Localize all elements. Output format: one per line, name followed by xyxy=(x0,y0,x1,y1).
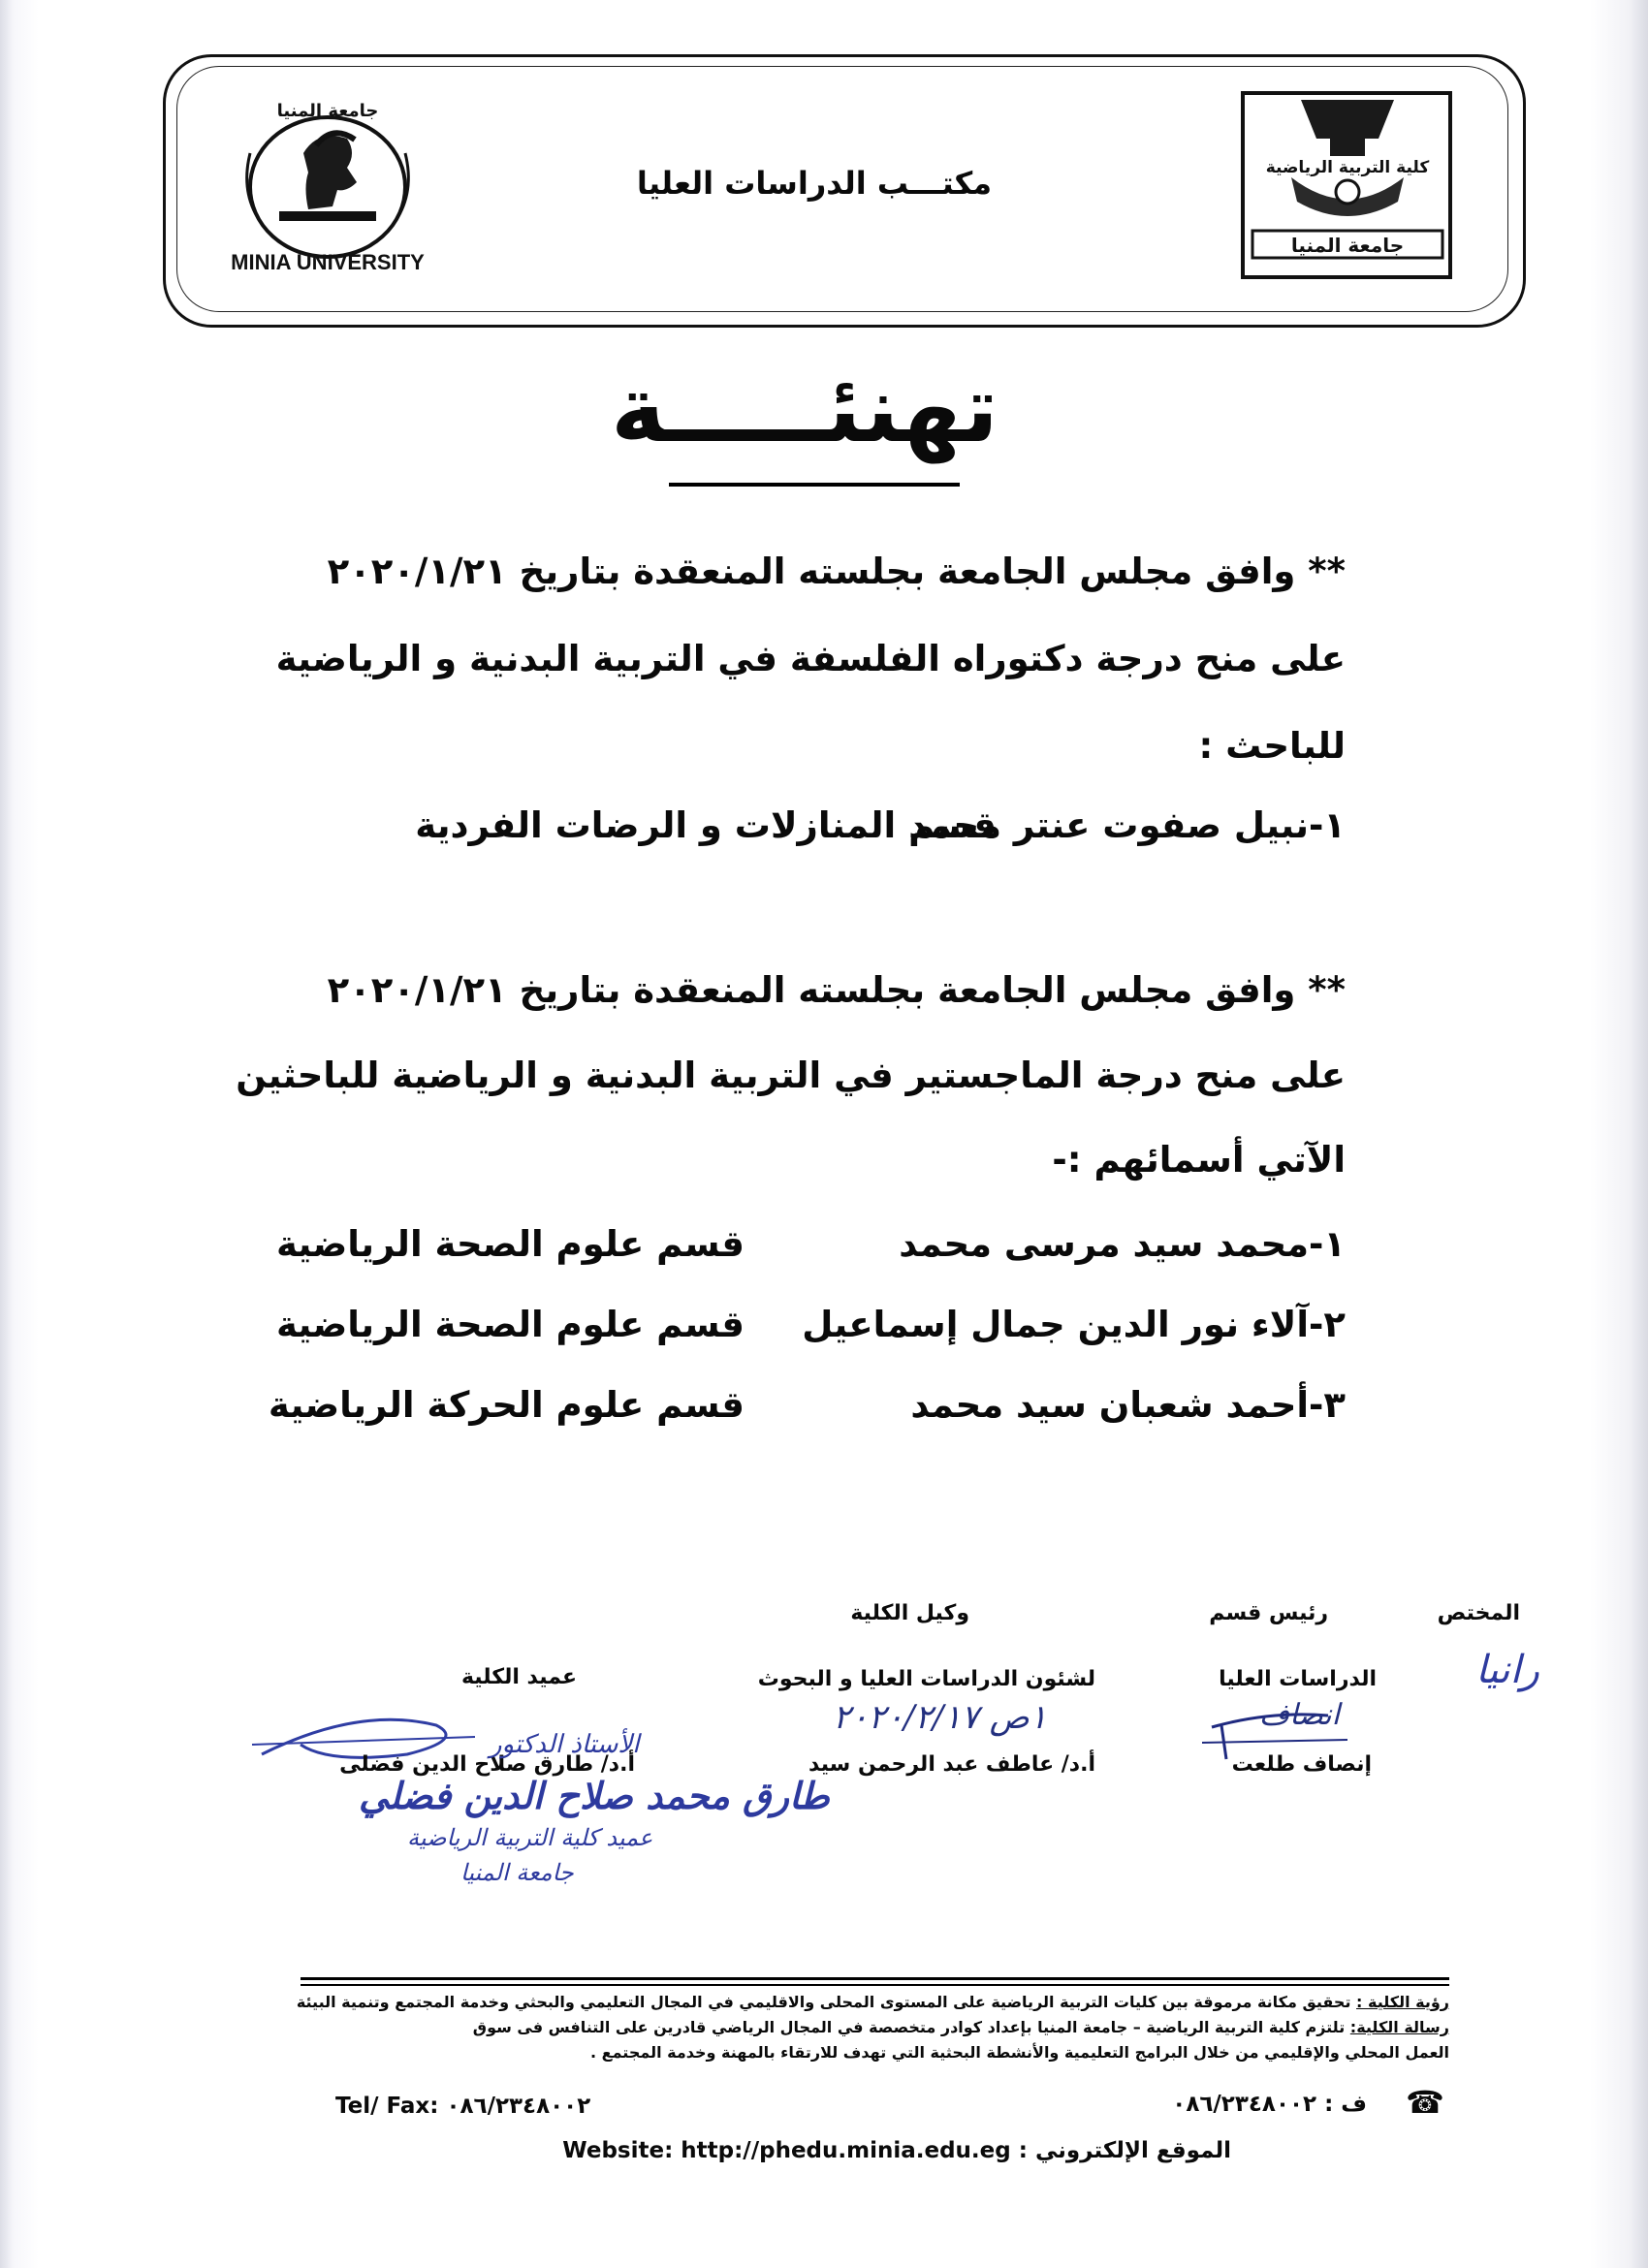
dean-stamp-line-2: طارق محمد صلاح الدين فضلي xyxy=(359,1774,830,1817)
researcher-department: قسم علوم الحركة الرياضية xyxy=(268,1384,745,1426)
masters-researcher-row xyxy=(275,1304,1346,1352)
masters-researchers-label: الآتي أسمائهم :- xyxy=(1052,1139,1346,1181)
dean-stamp-line-4: جامعة المنيا xyxy=(460,1859,574,1886)
phone-icon: ☎ xyxy=(1406,2084,1444,2121)
page-title: تهنئـــــة xyxy=(610,355,999,463)
faculty-logo xyxy=(1233,85,1462,289)
footer-rule-thin xyxy=(301,1984,1449,1986)
dean-title: عميد الكلية xyxy=(460,1665,577,1689)
dean-name: أ.د/ طارق صلاح الدين فضلى xyxy=(339,1752,635,1777)
website: Website: http://phedu.minia.edu.eg : الموقع الإلكتروني xyxy=(562,2138,1231,2163)
masters-researcher-row xyxy=(275,1223,1346,1272)
vision-label: رؤية الكلية : xyxy=(1356,1993,1449,2011)
logo-caption: MINIA UNIVERSITY xyxy=(231,250,425,274)
dept-head-title-2: الدراسات العليا xyxy=(1219,1667,1377,1691)
phd-decision-line: ** وافق مجلس الجامعة بجلسته المنعقدة بتاريخ ٢٠٢٠/١/٢١ xyxy=(327,551,1346,592)
vice-dean-title-2: لشئون الدراسات العليا و البحوث xyxy=(757,1667,1095,1691)
dept-head-title: رئيس قسم xyxy=(1209,1601,1328,1625)
office-title: مكتـــب الدراسات العليا xyxy=(636,165,993,202)
footer-mission xyxy=(320,2018,1449,2036)
researcher-name: ١-نبيل صفوت عنتر محمد xyxy=(908,804,1346,846)
faculty-logo-bottom-text: جامعة المنيا xyxy=(1290,234,1405,257)
researcher-name: ١-محمد سيد مرسى محمد xyxy=(899,1223,1346,1265)
specialist-signature: رانيا xyxy=(1475,1648,1539,1692)
masters-decision-line: ** وافق مجلس الجامعة بجلسته المنعقدة بتاريخ ٢٠٢٠/١/٢١ xyxy=(327,969,1346,1011)
researcher-department: قسم علوم الصحة الرياضية xyxy=(275,1304,745,1345)
researcher-name: ٢-آلاء نور الدين جمال إسماعيل xyxy=(802,1304,1346,1345)
vice-dean-title: وكيل الكلية xyxy=(850,1601,969,1625)
logo-arc-text: جامعة المنيا xyxy=(276,101,379,121)
specialist-title: المختص xyxy=(1437,1601,1520,1625)
mission-text: تلتزم كلية التربية الرياضية – جامعة المنيا بإعداد كوادر متخصصة في المجال الرياضي قادرين على التنافس فى سوق xyxy=(472,2018,1346,2036)
footer-mission-cont: العمل المحلي والإقليمي من خلال البرامج التعليمية والأنشطة البحثية التي تهدف للارتقاء بالمهنة وخدمة المجتمع . xyxy=(589,2043,1449,2062)
vice-dean-signature: ١ص ٢٠٢٠/٢/١٧ xyxy=(833,1698,1047,1737)
researcher-department: قسم المنازلات و الرضات الفردية xyxy=(415,804,997,846)
footer-rule xyxy=(301,1977,1449,1980)
researcher-name: ٣-أحمد شعبان سيد محمد xyxy=(910,1384,1346,1426)
fax-arabic: ف : ٠٨٦/٢٣٤٨٠٠٢ xyxy=(1172,2092,1367,2117)
masters-researcher-row xyxy=(268,1384,1346,1433)
mission-label: رسالة الكلية: xyxy=(1349,2018,1449,2036)
tel-fax: Tel/ Fax: ٠٨٦/٢٣٤٨٠٠٢ xyxy=(335,2094,591,2119)
vice-dean-name: أ.د/ عاطف عبد الرحمن سيد xyxy=(808,1752,1095,1777)
phd-degree-line: على منح درجة دكتوراه الفلسفة في التربية البدنية و الرياضية xyxy=(275,638,1346,679)
masters-degree-line: على منح درجة الماجستير في التربية البدنية و الرياضية للباحثين xyxy=(236,1055,1346,1096)
faculty-logo-top-text: كلية التربية الرياضية xyxy=(1265,158,1430,177)
title-underline xyxy=(669,483,960,487)
dept-head-name: إنصاف طلعت xyxy=(1231,1752,1372,1777)
dean-stamp-line-3: عميد كلية التربية الرياضية xyxy=(407,1824,653,1851)
researcher-department: قسم علوم الصحة الرياضية xyxy=(275,1223,745,1265)
minia-university-logo xyxy=(211,95,454,279)
vision-text: تحقيق مكانة مرموقة بين كليات التربية الرياضية على المستوى المحلى والاقليمي في المجال التعليمي والبحثي وخدمة المجتمع وتنمية البيئة xyxy=(296,1993,1351,2011)
phd-researcher-row xyxy=(279,804,1346,853)
dept-head-signature: انصاف xyxy=(1259,1698,1340,1732)
dean-stamp-line-1: الأستاذ الدكتور xyxy=(490,1730,640,1759)
footer-vision xyxy=(296,1993,1449,2011)
phd-researcher-label: للباحث : xyxy=(1198,725,1346,767)
